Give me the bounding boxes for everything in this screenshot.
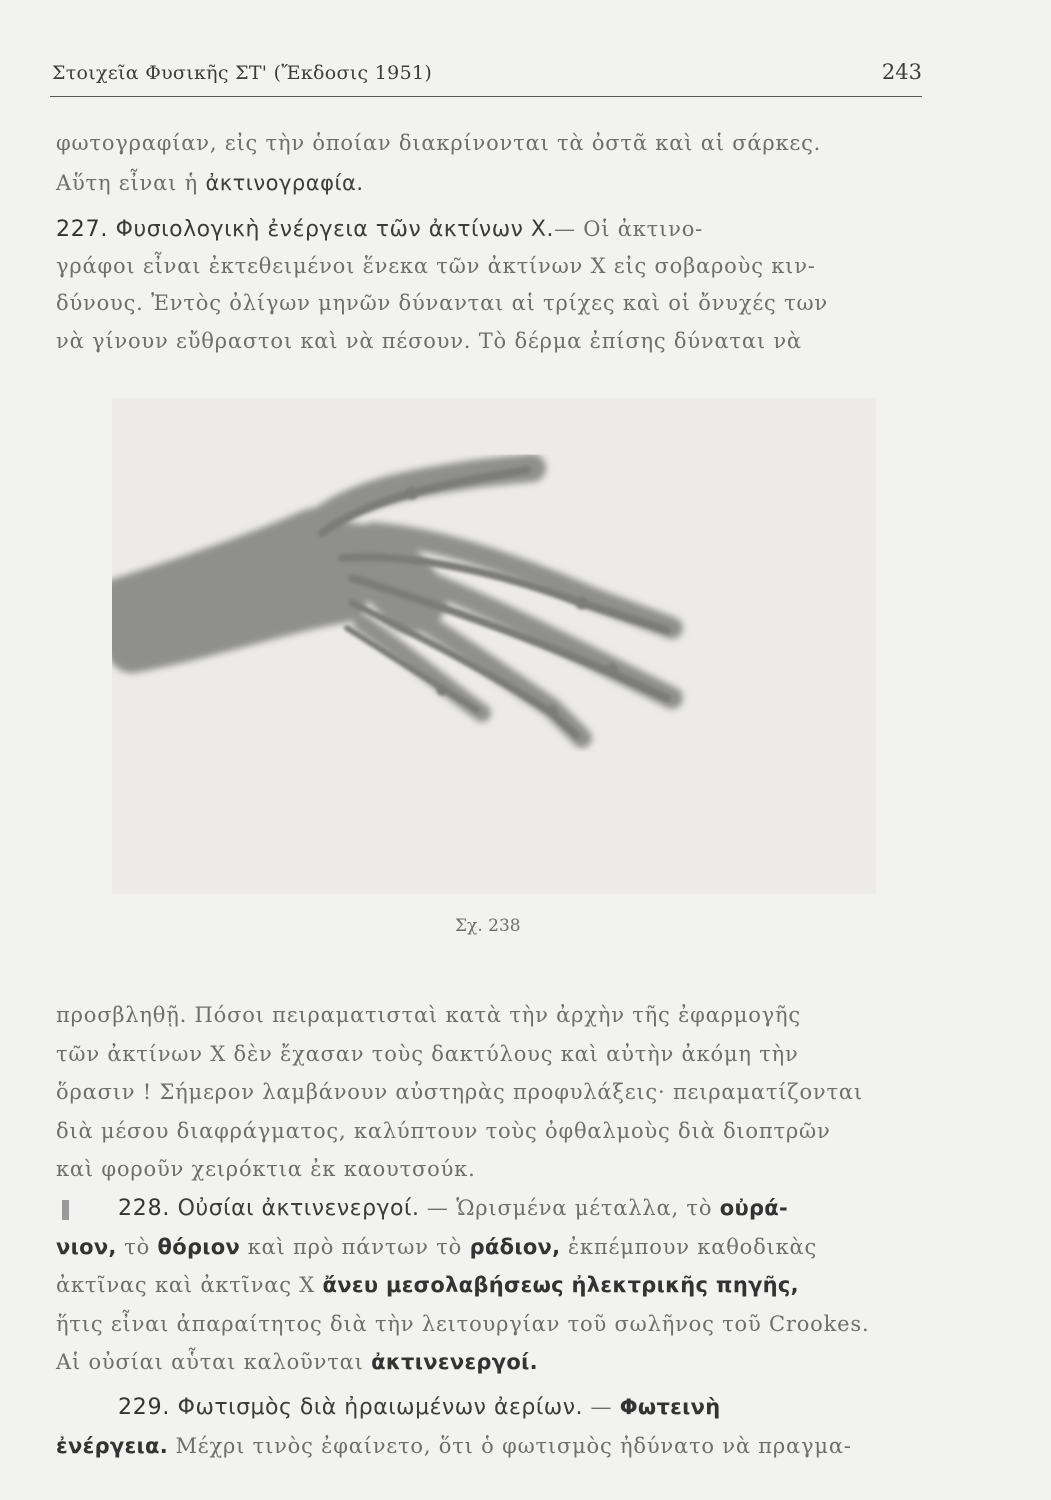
text-run: — Οἱ ἀκτινο- <box>553 217 704 241</box>
xray-hand-figure <box>112 398 876 894</box>
text-line: γράφοι εἶναι ἐκτεθειμένοι ἕνεκα τῶν ἀκτίνων Χ εἰς σοβαροὺς κιν- <box>56 254 816 278</box>
running-title: Στοιχεῖα Φυσικῆς ΣΤ' (Ἔκδοσις 1951) <box>52 62 433 84</box>
text-run: — Ὡρισμένα μέταλλα, τὸ <box>419 1196 720 1220</box>
text-line: ἥτις εἶναι ἀπαραίτητος διὰ τὴν λειτουργίαν τοῦ σωλῆνος τοῦ Crookes. <box>56 1312 870 1336</box>
emphasis-phrase: ἄνευ μεσολαβήσεως ἠλεκτρικῆς πηγῆς, <box>322 1273 799 1297</box>
page-number: 243 <box>881 60 922 84</box>
text-line <box>56 1347 926 1377</box>
text-line: φωτογραφίαν, εἰς τὴν ὁποίαν διακρίνονται τὰ ὀστᾶ καὶ αἱ σάρκες. <box>56 131 822 155</box>
term-aktinografia: ἀκτινογραφία. <box>205 171 364 195</box>
text-run: ἐκπέμπουν καθοδικὰς <box>560 1235 818 1259</box>
x-ray-hand-icon <box>112 398 876 894</box>
text-run: — <box>582 1395 620 1419</box>
section-heading: Φωτισμὸς διὰ ἠραιωμένων ἀερίων. <box>177 1395 583 1420</box>
term-aktinenergoi: ἀκτινενεργοί. <box>371 1350 538 1374</box>
text-line: τῶν ἀκτίνων Χ δὲν ἔχασαν τοὺς δακτύλους καὶ αὐτὴν ἀκόμη τὴν <box>56 1042 799 1066</box>
text-line: δύνους. Ἐντὸς ὀλίγων μηνῶν δύνανται αἱ τρίχες καὶ οἱ ὄνυχές των <box>56 291 828 315</box>
term-ouranion-end: νιον, <box>56 1235 117 1259</box>
text-line: διὰ μέσου διαφράγματος, καλύπτουν τοὺς ὀφθαλμοὺς διὰ διοπτρῶν <box>56 1119 831 1143</box>
text-line: προσβληθῇ. Πόσοι πειραματισταὶ κατὰ τὴν ἀρχὴν τῆς ἐφαρμογῆς <box>56 1003 801 1027</box>
section-number: 229. <box>118 1395 171 1420</box>
text-line <box>56 1431 926 1461</box>
figure-caption: Σχ. 238 <box>455 916 521 936</box>
text-line <box>56 168 926 198</box>
term-radion: ράδιον, <box>469 1235 561 1259</box>
text-run: καὶ πρὸ πάντων τὸ <box>240 1235 470 1259</box>
section-heading: Φυσιολογικὴ ἐνέργεια τῶν ἀκτίνων Χ. <box>115 217 554 242</box>
subheading-end: ἐνέργεια. <box>56 1434 168 1458</box>
section-228-heading-line <box>118 1193 928 1224</box>
text-line <box>56 1270 926 1300</box>
running-header <box>50 56 922 97</box>
text-line <box>56 1232 926 1262</box>
term-thorion: θόριον <box>157 1235 241 1259</box>
text-run: Αὕτη εἶναι ἡ <box>56 171 206 195</box>
margin-mark <box>62 1200 69 1220</box>
text-run: Μέχρι τινὸς ἐφαίνετο, ὅτι ὁ φωτισμὸς ἠδύνατο νὰ πραγμα- <box>168 1434 852 1458</box>
section-heading: Οὐσίαι ἀκτινενεργοί. <box>177 1196 420 1221</box>
text-run: Αἱ οὐσίαι αὗται καλοῦνται <box>56 1350 372 1374</box>
subheading: Φωτεινὴ <box>619 1395 721 1419</box>
text-run: ἀκτῖνας καὶ ἀκτῖνας Χ <box>56 1273 323 1297</box>
text-line: νὰ γίνουν εὔθραστοι καὶ νὰ πέσουν. Τὸ δέρμα ἐπίσης δύναται νὰ <box>56 329 802 353</box>
term-ouranion: οὐρά- <box>719 1196 789 1220</box>
section-229-heading-line <box>118 1392 928 1423</box>
text-line: ὅρασιν ! Σήμερον λαμβάνουν αὐστηρὰς προφυλάξεις· πειραματίζονται <box>56 1080 863 1104</box>
text-run: τὸ <box>116 1235 158 1259</box>
section-227-heading-line <box>56 214 926 245</box>
section-number: 228. <box>118 1196 171 1221</box>
text-line: καὶ φοροῦν χειρόκτια ἐκ καουτσούκ. <box>56 1157 476 1181</box>
section-number: 227. <box>56 217 109 242</box>
